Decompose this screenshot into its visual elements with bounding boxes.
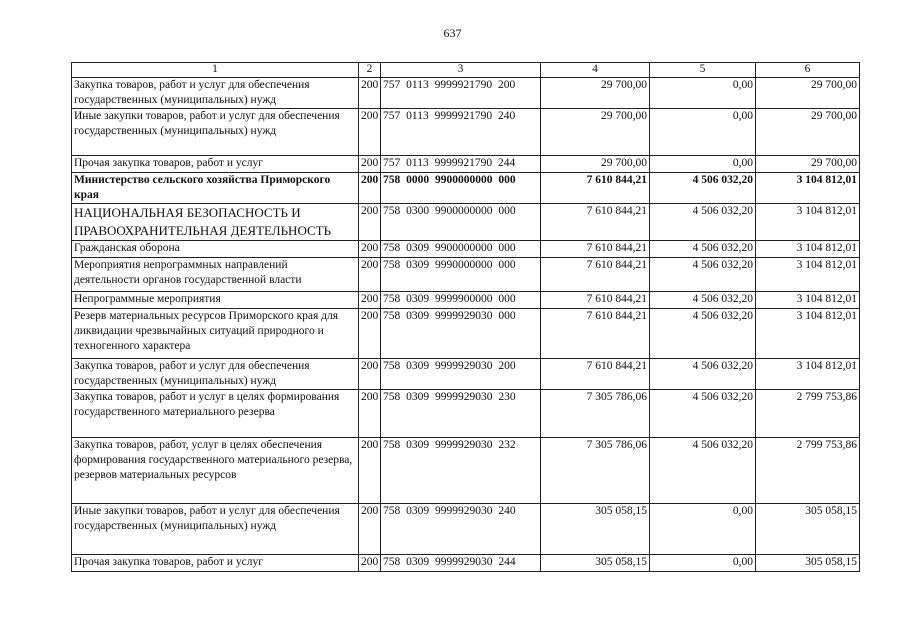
row-ministry-code: 200 [359,173,381,204]
row-name: Прочая закупка товаров, работ и услуг [72,156,359,173]
row-amount-total: 29 700,00 [541,78,650,109]
row-amount-total: 7 610 844,21 [541,204,650,241]
table-row [72,359,860,390]
row-amount-regional: 3 104 812,01 [756,258,860,292]
row-ministry-code: 200 [359,309,381,359]
row-name: Закупка товаров, работ и услуг в целях формирования государственного материального резерва [72,390,359,438]
row-ministry-code: 200 [359,438,381,504]
row-ministry-code: 200 [359,241,381,258]
row-amount-federal: 0,00 [650,555,756,572]
row-amount-total: 7 610 844,21 [541,309,650,359]
budget-table [71,62,860,572]
row-ministry-code: 200 [359,359,381,390]
row-classification-code: 758 0309 9999929030 240 [381,504,541,555]
row-amount-regional: 3 104 812,01 [756,241,860,258]
row-amount-federal: 0,00 [650,78,756,109]
table-row [72,241,860,258]
table-row [72,173,860,204]
row-amount-total: 305 058,15 [541,504,650,555]
column-header-5: 5 [650,63,756,78]
row-name: Гражданская оборона [72,241,359,258]
row-ministry-code: 200 [359,555,381,572]
row-amount-total: 305 058,15 [541,555,650,572]
table-row [72,555,860,572]
row-amount-regional: 2 799 753,86 [756,390,860,438]
row-classification-code: 758 0309 9999929030 000 [381,309,541,359]
row-amount-regional: 29 700,00 [756,78,860,109]
column-header-1: 1 [72,63,359,78]
row-amount-federal: 0,00 [650,109,756,156]
row-name: НАЦИОНАЛЬНАЯ БЕЗОПАСНОСТЬ И ПРАВООХРАНИТЕЛЬНАЯ ДЕЯТЕЛЬНОСТЬ [72,204,359,241]
page-number: 637 [443,26,462,40]
row-ministry-code: 200 [359,504,381,555]
row-ministry-code: 200 [359,258,381,292]
table-row [72,109,860,156]
row-amount-federal: 4 506 032,20 [650,438,756,504]
row-amount-regional: 2 799 753,86 [756,438,860,504]
row-amount-total: 7 610 844,21 [541,292,650,309]
table-row [72,78,860,109]
row-ministry-code: 200 [359,390,381,438]
row-ministry-code: 200 [359,156,381,173]
row-amount-regional: 3 104 812,01 [756,309,860,359]
row-amount-federal: 4 506 032,20 [650,309,756,359]
row-amount-federal: 4 506 032,20 [650,204,756,241]
row-ministry-code: 200 [359,78,381,109]
row-amount-total: 7 610 844,21 [541,258,650,292]
row-classification-code: 758 0309 9999929030 232 [381,438,541,504]
row-name: Закупка товаров, работ и услуг для обеспечения государственных (муниципальных) нужд [72,78,359,109]
row-amount-federal: 0,00 [650,504,756,555]
table-row [72,504,860,555]
row-classification-code: 758 0309 9900000000 000 [381,241,541,258]
row-amount-regional: 3 104 812,01 [756,359,860,390]
row-classification-code: 758 0300 9900000000 000 [381,204,541,241]
row-amount-total: 7 610 844,21 [541,241,650,258]
table-row [72,309,860,359]
row-amount-total: 7 610 844,21 [541,173,650,204]
row-amount-federal: 4 506 032,20 [650,292,756,309]
row-amount-federal: 4 506 032,20 [650,359,756,390]
header-row [72,63,860,78]
row-ministry-code: 200 [359,109,381,156]
row-amount-total: 29 700,00 [541,156,650,173]
row-amount-regional: 29 700,00 [756,156,860,173]
table-row [72,156,860,173]
row-amount-regional: 29 700,00 [756,109,860,156]
row-name: Иные закупки товаров, работ и услуг для обеспечения государственных (муниципальных) нужд [72,109,359,156]
row-amount-total: 7 305 786,06 [541,438,650,504]
row-name: Иные закупки товаров, работ и услуг для обеспечения государственных (муниципальных) нужд [72,504,359,555]
column-header-6: 6 [756,63,860,78]
row-name: Закупка товаров, работ, услуг в целях обеспечения формирования государственного материального резерва, резервов материальных ресурсов [72,438,359,504]
row-classification-code: 758 0309 9999900000 000 [381,292,541,309]
column-header-4: 4 [541,63,650,78]
row-name: Мероприятия непрограммных направлений деятельности органов государственной власти [72,258,359,292]
column-header-2: 2 [359,63,381,78]
row-ministry-code: 200 [359,204,381,241]
row-name: Резерв материальных ресурсов Приморского края для ликвидации чрезвычайных ситуаций природного и техногенного характера [72,309,359,359]
row-amount-total: 7 610 844,21 [541,359,650,390]
row-name: Непрограммные мероприятия [72,292,359,309]
table-row [72,292,860,309]
row-classification-code: 758 0309 9990000000 000 [381,258,541,292]
table-row [72,258,860,292]
table-row [72,204,860,241]
row-amount-federal: 4 506 032,20 [650,241,756,258]
row-amount-regional: 3 104 812,01 [756,204,860,241]
row-amount-regional: 3 104 812,01 [756,292,860,309]
table-body [72,78,860,572]
row-name: Закупка товаров, работ и услуг для обеспечения государственных (муниципальных) нужд [72,359,359,390]
row-classification-code: 757 0113 9999921790 200 [381,78,541,109]
row-classification-code: 758 0309 9999929030 244 [381,555,541,572]
row-classification-code: 758 0309 9999929030 200 [381,359,541,390]
row-amount-federal: 4 506 032,20 [650,390,756,438]
row-classification-code: 758 0309 9999929030 230 [381,390,541,438]
column-header-3: 3 [381,63,541,78]
row-amount-regional: 305 058,15 [756,504,860,555]
table-row [72,438,860,504]
row-amount-regional: 305 058,15 [756,555,860,572]
row-amount-federal: 4 506 032,20 [650,258,756,292]
row-classification-code: 757 0113 9999921790 240 [381,109,541,156]
row-amount-total: 29 700,00 [541,109,650,156]
row-name: Министерство сельского хозяйства Приморского края [72,173,359,204]
row-amount-federal: 0,00 [650,156,756,173]
row-amount-federal: 4 506 032,20 [650,173,756,204]
row-name: Прочая закупка товаров, работ и услуг [72,555,359,572]
row-classification-code: 758 0000 9900000000 000 [381,173,541,204]
row-classification-code: 757 0113 9999921790 244 [381,156,541,173]
row-amount-regional: 3 104 812,01 [756,173,860,204]
row-amount-total: 7 305 786,06 [541,390,650,438]
row-ministry-code: 200 [359,292,381,309]
table-row [72,390,860,438]
